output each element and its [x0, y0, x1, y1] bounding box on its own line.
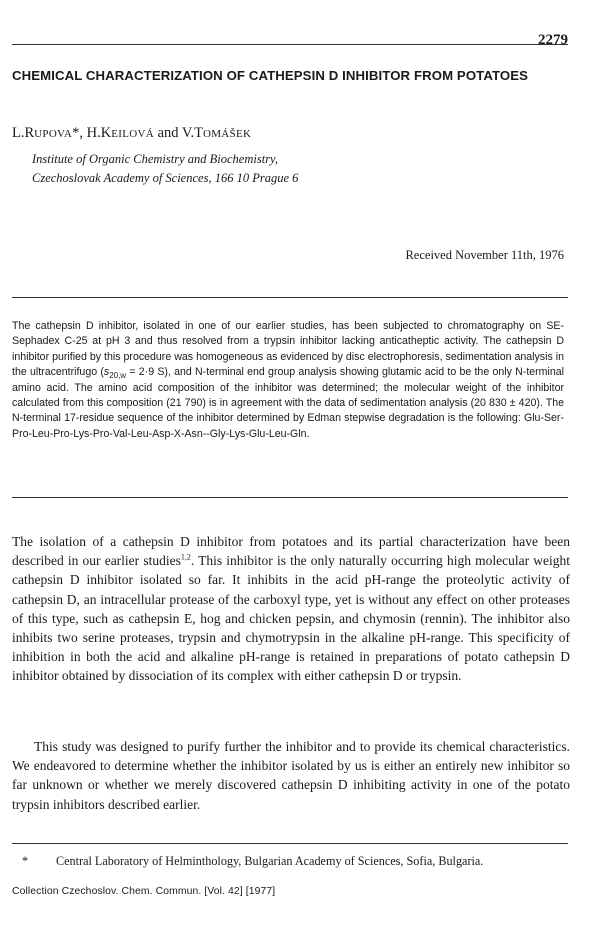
author-3-surname-rest: OMÁŠEK — [202, 128, 252, 140]
abstract-bottom-rule — [12, 497, 568, 498]
author-1-surname-rest: UPOVA — [34, 128, 73, 140]
author-conjunction: and V. — [153, 125, 195, 141]
journal-citation: Collection Czechoslov. Chem. Commun. [Vol. 42] [1977] — [12, 886, 276, 897]
body-paragraph-2: This study was designed to purify further the inhibitor and to provide its chemical characteristics. We endeavored to determine whether the inhibitor isolated by us is either an entirely new inhibitor so far unknown or whether we merely discovered cathepsin D inhibiting activity in one of the potato trypsin inhibitors described earlier. — [12, 739, 570, 812]
footnote — [22, 854, 570, 869]
author-1-footnote-mark: * — [72, 125, 80, 141]
reference-marker: 1,2 — [180, 552, 191, 562]
abstract-top-rule — [12, 297, 568, 298]
page-number: 2279 — [538, 32, 568, 48]
author-1-first-letter: R — [24, 125, 35, 141]
sedimentation-symbol: s — [103, 366, 110, 379]
body-paragraph-1 — [12, 532, 570, 686]
paragraph-1-part-a: The isolation of a cathepsin D inhibitor from potatoes and its partial characterization have been described in our earlier studies — [12, 534, 570, 569]
affiliation-line-1: Institute of Organic Chemistry and Biochemistry, — [32, 152, 279, 166]
received-date: Received November 11th, 1976 — [405, 248, 564, 262]
article-title: CHEMICAL CHARACTERIZATION OF CATHEPSIN D INHIBITOR FROM POTATOES — [12, 68, 529, 83]
footnote-rule — [12, 843, 568, 844]
top-rule — [12, 44, 568, 45]
author-2-first-letter: K — [100, 125, 112, 141]
affiliation-line-2: Czechoslovak Academy of Sciences, 166 10 Prague 6 — [32, 171, 299, 185]
author-line — [12, 125, 251, 142]
abstract-part-2: = 2·9 S), and N-terminal end group analysis showing glutamic acid to be the only N-terminal amino acid. The amino acid composition of the inhibitor was determined; the molecular weight of the inhibitor calculated from this composition (21 790) is in agreement with the data of sedimentation analysis (20 830 ± 420). The N-terminal 17-residue sequence of the inhibitor determined by Edman stepwise degradation is the following: Glu-Ser-Pro-Leu-Pro-Lys-Pro-Val-Leu-Asp-X-Asn--Gly-Lys-Glu-Leu-Gln. — [12, 366, 564, 440]
affiliation — [32, 150, 298, 188]
paragraph-1-part-b: . This inhibitor is the only naturally occurring high molecular weight cathepsin D inhibitor isolated so far. It inhibits in the acid pH-range the proteolytic activity of cathepsin D, an intracellular protease of the carboxyl type, yet is without any effect on other proteases of this type, such as cathepsin E, hog and chicken pepsin, and chymosin (rennin). The inhibitor also inhibits two serine proteases, trypsin and chymotrypsin in the alkaline pH-range. This specificity of inhibition in both the acid and alkaline pH-range is retained in preparations of potato cathepsin D inhibitor obtained by dissociation of its complex with either cathepsin D or trypsin. — [12, 553, 570, 684]
author-2-surname-rest: EILOVÁ — [111, 128, 154, 140]
author-1-initial: L. — [12, 125, 25, 141]
abstract — [12, 319, 564, 442]
footnote-mark: * — [22, 854, 29, 868]
sedimentation-subscript: 20,w — [109, 371, 127, 381]
author-2-initial: , H. — [79, 125, 101, 141]
author-3-first-letter: T — [194, 125, 203, 141]
abstract-part-1: The cathepsin D inhibitor, isolated in one of our earlier studies, has been subjected to chromatography on SE-Sephadex C-25 at pH 3 and thus resolved from a trypsin inhibitor lacking anticatheptic activity. The cathepsin D inhibitor purified by this procedure was homogeneous as evidenced by disc electrophoresis, sedimentation analysis in the ultracentrifugo ( — [12, 320, 564, 379]
footnote-text: Central Laboratory of Helminthology, Bulgarian Academy of Sciences, Sofia, Bulgaria. — [56, 854, 484, 868]
